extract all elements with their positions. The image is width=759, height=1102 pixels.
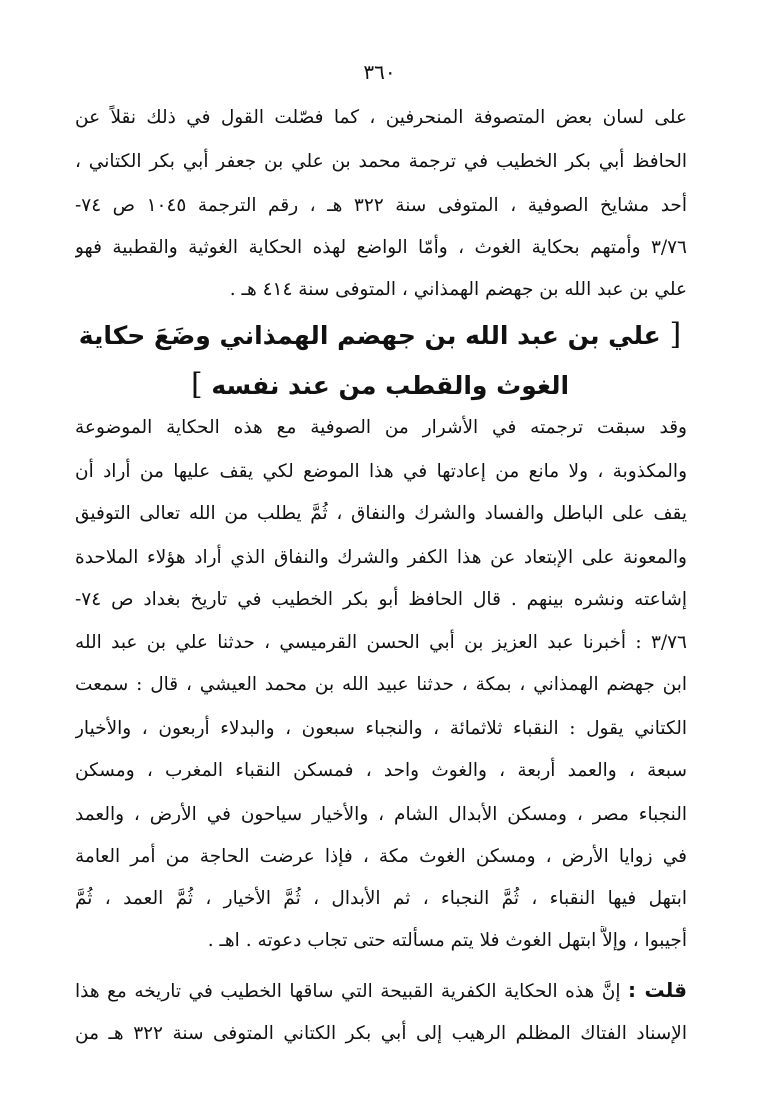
- text-line: ٣/٧٦ : أخبرنا عبد العزيز بن أبي الحسن القرميسي ، حدثنا علي بن عبد الله: [75, 632, 687, 653]
- text-line: وقد سبقت ترجمته في الأشرار من الصوفية مع هذه الحكاية الموضوعة: [75, 417, 687, 438]
- text-line: ابن جهضم الهمذاني ، بمكة ، حدثنا عبيد الله بن محمد العيشي ، قال : سمعت: [75, 674, 687, 695]
- page-number: ٣٦٠: [363, 60, 396, 84]
- text-line: والمعونة على الإبتعاد عن هذا الكفر والشرك والنفاق الذي أراد هؤلاء الملاحدة: [75, 547, 687, 568]
- heading-text: الغوث والقطب من عند نفسه: [211, 371, 570, 400]
- text-line: ٣/٧٦ وأمتهم بحكاية الغوث ، وأمّا الواضع لهذه الحكاية الغوثية والقطبية فهو: [75, 237, 687, 258]
- heading-text: علي بن عبد الله بن جهضم الهمذاني وضَعَ حكاية: [78, 321, 661, 350]
- text-line: النجباء مصر ، ومسكن الأبدال الشام ، والأخيار سياحون في الأرض ، والعمد: [75, 804, 687, 825]
- close-bracket: ]: [190, 367, 203, 402]
- text-line: والمكذوبة ، ولا مانع من إعادتها في هذا الموضع لكي يقف عليها من أراد أن: [75, 461, 687, 482]
- text-span: إنَّ هذه الحكاية الكفرية القبيحة التي ساقها الخطيب في تاريخه مع هذا: [75, 981, 621, 1002]
- text-line: الحافظ أبي بكر الخطيب في ترجمة محمد بن علي بن جعفر أبي بكر الكتاني ،: [75, 151, 687, 172]
- text-line: أحد مشايخ الصوفية ، المتوفى سنة ٣٢٢ هـ ، رقم الترجمة ١٠٤٥ ص ٧٤-: [75, 195, 687, 216]
- text-line: سبعة ، والعمد أربعة ، والغوث واحد ، فمسكن النقباء المغرب ، ومسكن: [75, 760, 687, 781]
- text-line: على لسان بعض المتصوفة المنحرفين ، كما فصّلت القول في ذلك نقلاً عن: [75, 107, 687, 128]
- text-line: الكتاني يقول : النقباء ثلاثمائة ، والنجباء سبعون ، والبدلاء أربعون ، والأخيار: [75, 718, 687, 739]
- section-heading-line-2: [60, 365, 700, 406]
- text-line: [75, 975, 687, 1007]
- text-line: في زوايا الأرض ، ومسكن الغوث مكة ، فإذا عرضت الحاجة من أمر العامة: [75, 846, 687, 867]
- section-heading-line-1: [60, 315, 700, 356]
- text-line: ابتهل فيها النقباء ، ثُمَّ النجباء ، ثم الأبدال ، ثُمَّ الأخيار ، ثُمَّ العمد ، ثُمَّ: [75, 888, 687, 909]
- text-line: يقف على الباطل والفساد والشرك والنفاق ، ثُمَّ يطلب من الله تعالى التوفيق: [75, 503, 687, 524]
- text-line: الإسناد الفتاك المظلم الرهيب إلى أبي بكر الكتاني المتوفى سنة ٣٢٢ هـ من: [75, 1023, 687, 1044]
- text-line: إشاعته ونشره بينهم . قال الحافظ أبو بكر الخطيب في تاريخ بغداد ص ٧٤-: [75, 589, 687, 610]
- text-line: أجيبوا ، وإلاَّ ابتهل الغوث فلا يتم مسألته حتى تجاب دعوته . اهـ .: [207, 930, 687, 951]
- text-line: علي بن عبد الله بن جهضم الهمذاني ، المتوفى سنة ٤١٤ هـ .: [229, 279, 687, 300]
- open-bracket: [: [669, 317, 682, 352]
- qult-label: قلت :: [628, 978, 687, 1002]
